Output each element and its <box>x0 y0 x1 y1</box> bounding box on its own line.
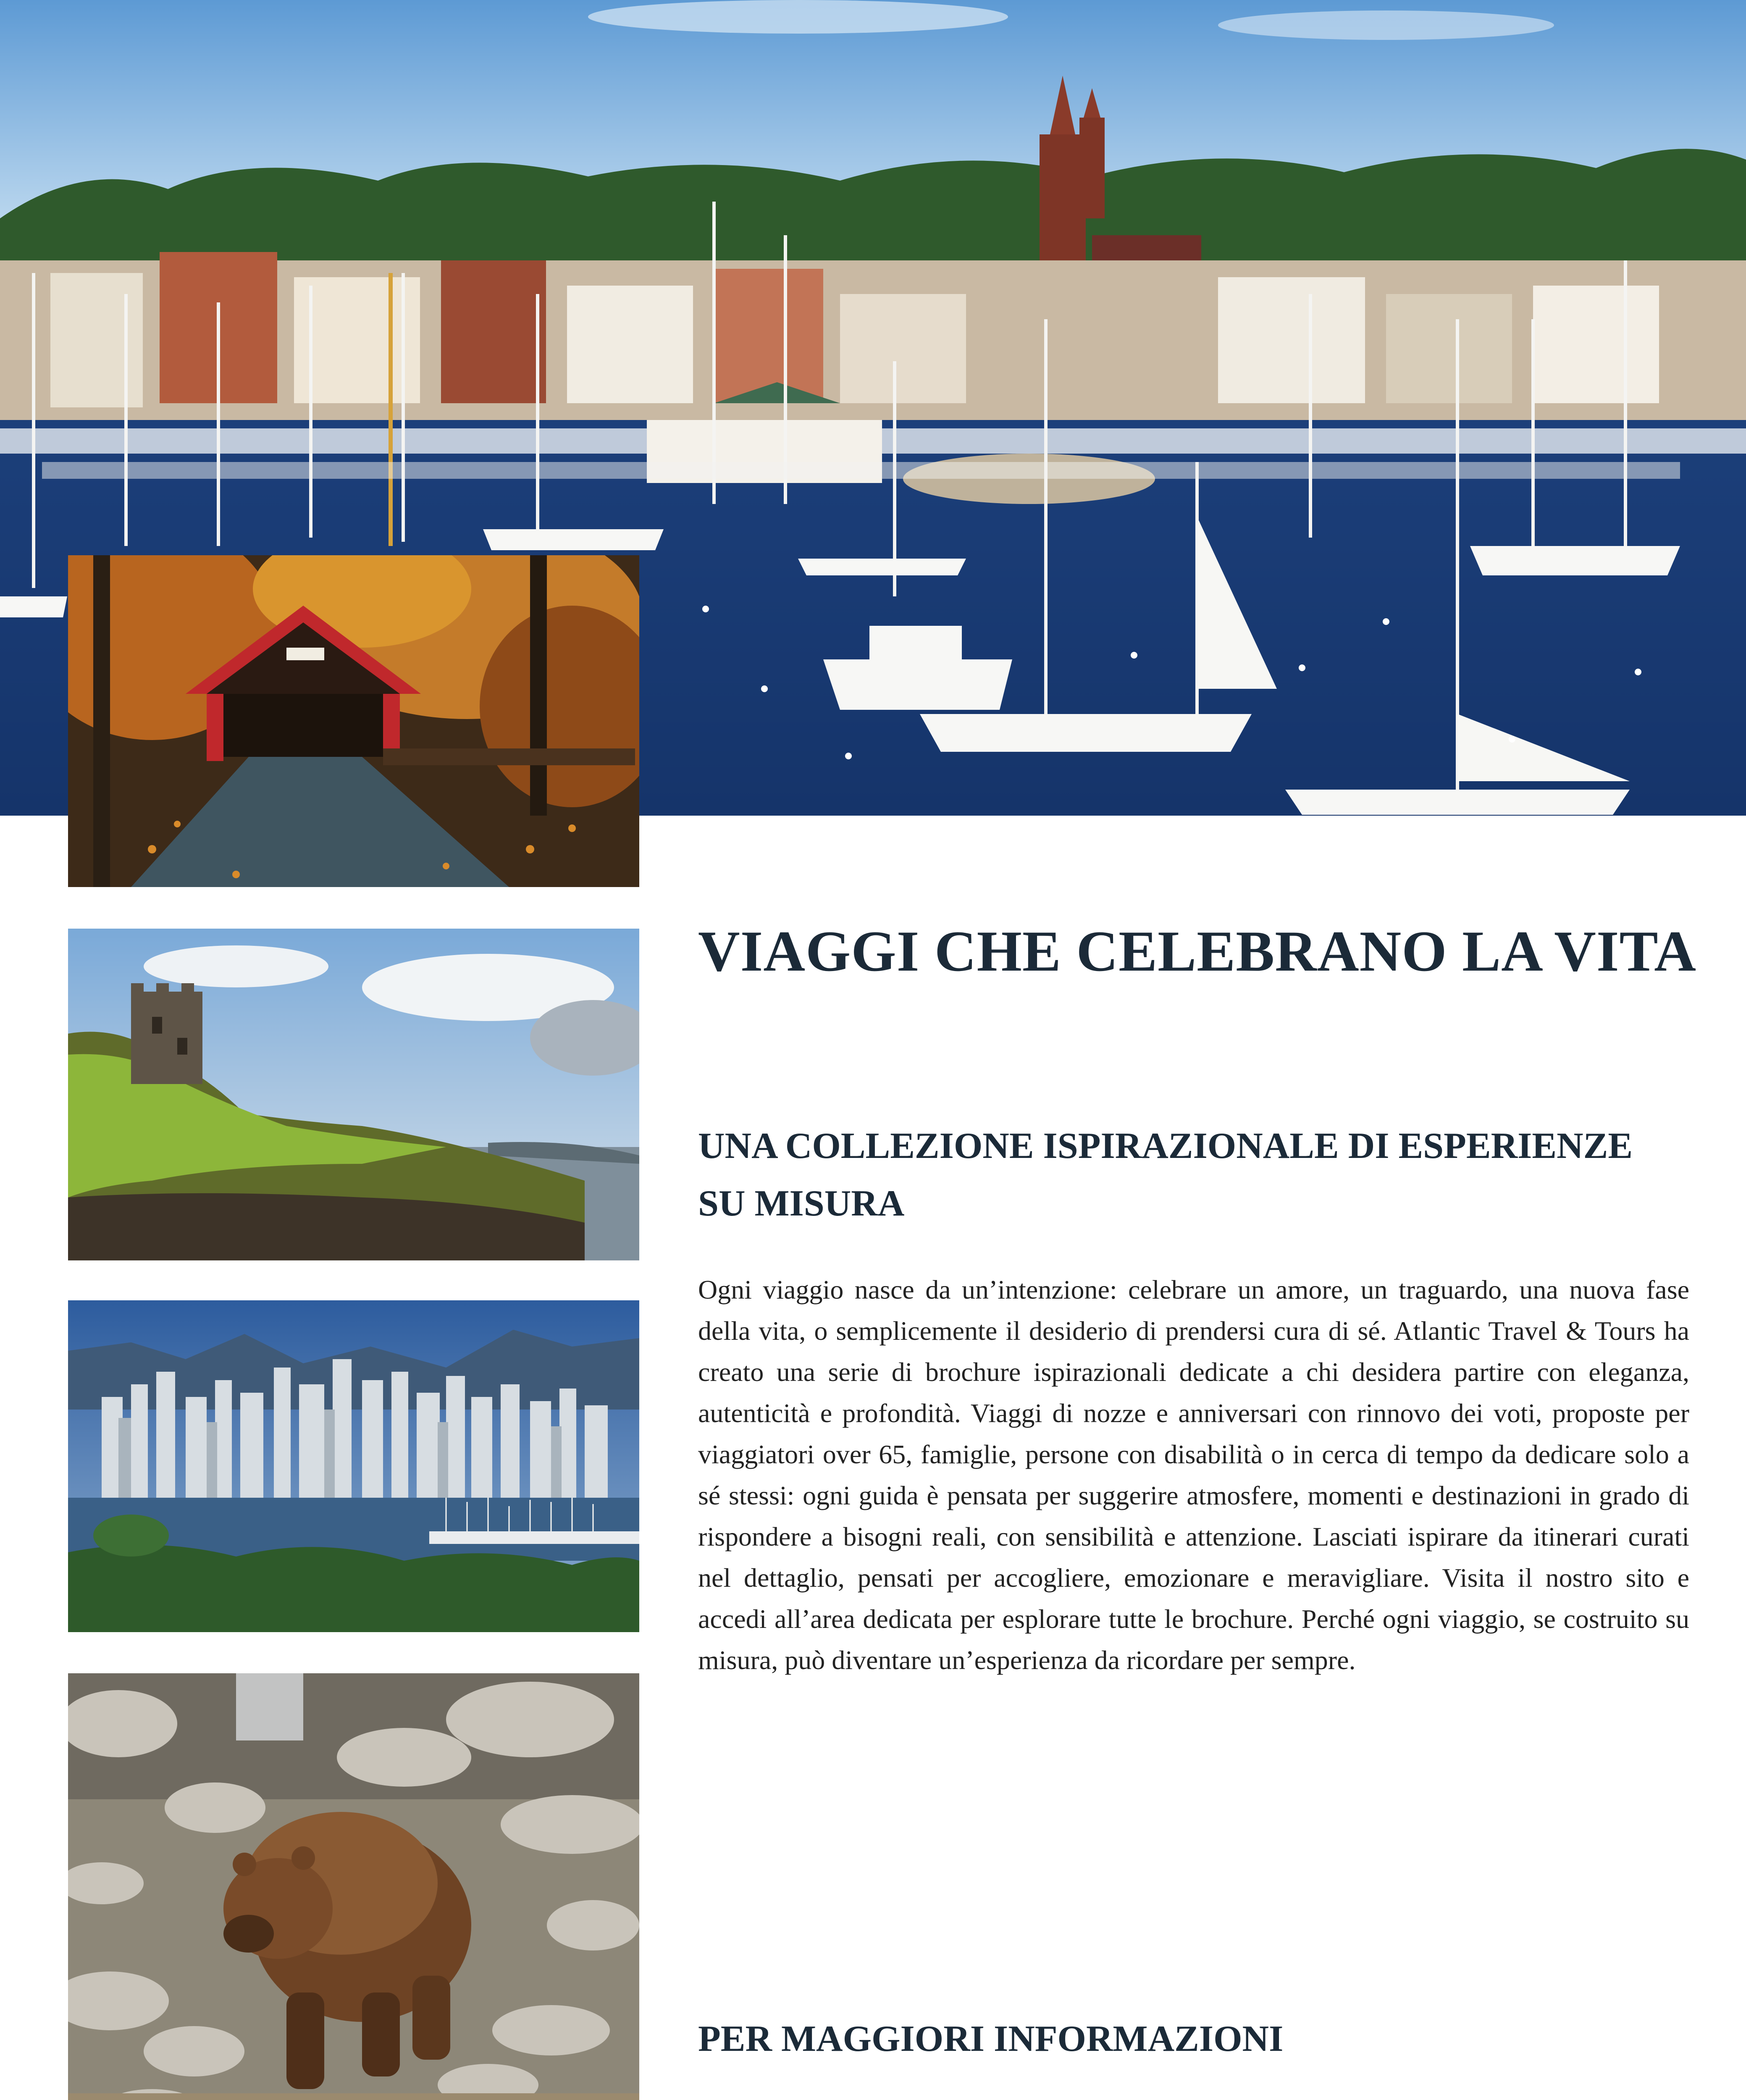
coastal-castle-image <box>68 929 639 1260</box>
intro-paragraph: Ogni viaggio nasce da un’intenzione: celebrare un amore, un traguardo, una nuova fase della vita, o semplicemente il desiderio di prendersi cura di sé. Atlantic Travel & Tours ha creato una serie di brochure ispirazionali dedicate a chi desidera partire con eleganza, autenticità e profondità. Viaggi di nozze e anniversari con rinnovo dei voti, proposte per viaggiatori over 65, famiglie, persone con disabilità o in cerca di tempo da dedicare solo a sé stessi: ogni guida è pensata per suggerire atmosfere, momenti e destinazioni in grado di rispondere a bisogni reali, con sensibilità e attenzione. Lasciati ispirare da itinerari curati nel dettaglio, pensati per accogliere, emozionare e meravigliare. Visita il nostro sito e accedi all’area dedicata per esplorare tutte le brochure. Perché ogni viaggio, se costruito su misura, può diventare un’esperienza da ricordare per sempre. <box>698 1275 1689 1675</box>
more-info-heading: PER MAGGIORI INFORMAZIONI <box>698 2019 1284 2059</box>
page-title: VIAGGI CHE CELEBRANO LA VITA <box>698 919 1697 983</box>
page-subtitle: UNA COLLEZIONE ISPIRAZIONALE DI ESPERIENZE SU MISURA <box>698 1126 1633 1224</box>
city-skyline-image <box>68 1300 639 1632</box>
grizzly-bear-image <box>68 1673 639 2100</box>
covered-bridge-image <box>68 555 639 887</box>
